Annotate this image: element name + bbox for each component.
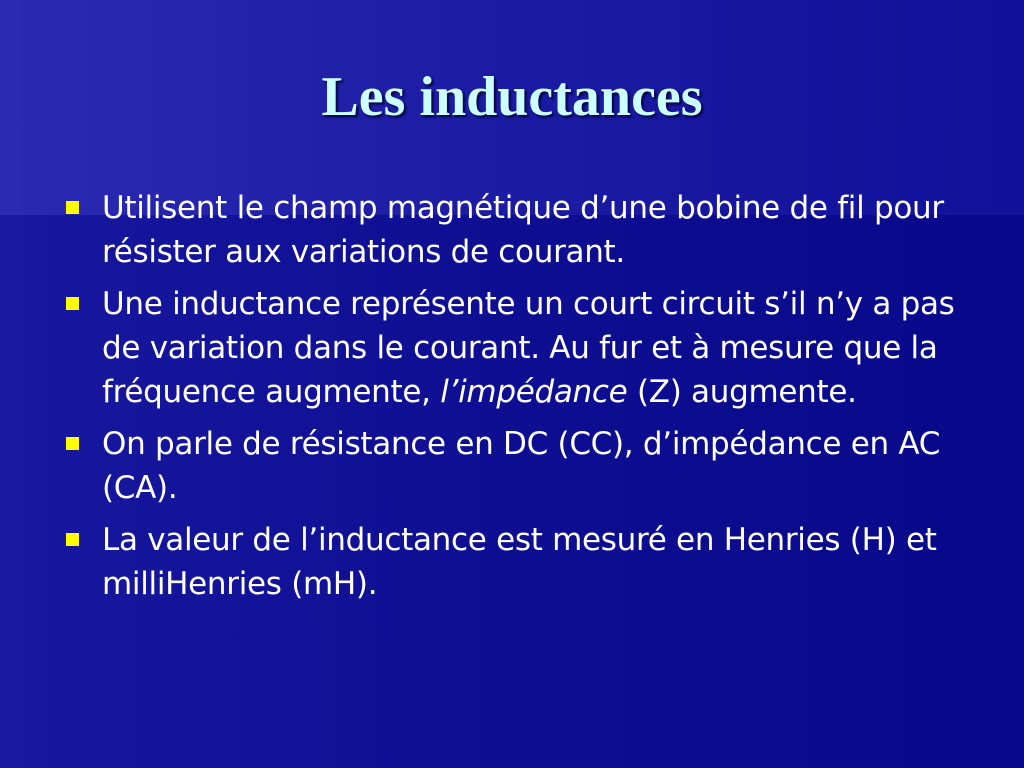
list-item — [60, 422, 965, 510]
bullet-emphasis-text: l’impédance — [440, 374, 628, 410]
square-bullet-icon — [66, 297, 79, 310]
bullet-text: Une inductance représente un court circuit s’il n’y a pas de variation dans le courant. Au fur et à mesure que la fréquence augmente, — [102, 286, 955, 410]
bullet-text-continued: (Z) augmente. — [627, 374, 857, 410]
bullet-text: La valeur de l’inductance est mesuré en Henries (H) et milliHenries (mH). — [102, 522, 937, 602]
list-item — [60, 282, 965, 414]
square-bullet-icon — [66, 533, 79, 546]
bullet-text: On parle de résistance en DC (CC), d’impédance en AC (CA). — [102, 426, 941, 506]
slide-title: Les inductances — [321, 66, 703, 128]
list-item — [60, 186, 965, 274]
square-bullet-icon — [66, 437, 79, 450]
bullet-list — [60, 186, 965, 614]
square-bullet-icon — [66, 201, 79, 214]
bullet-text: Utilisent le champ magnétique d’une bobine de fil pour résister aux variations de courant. — [102, 190, 944, 270]
list-item — [60, 518, 965, 606]
